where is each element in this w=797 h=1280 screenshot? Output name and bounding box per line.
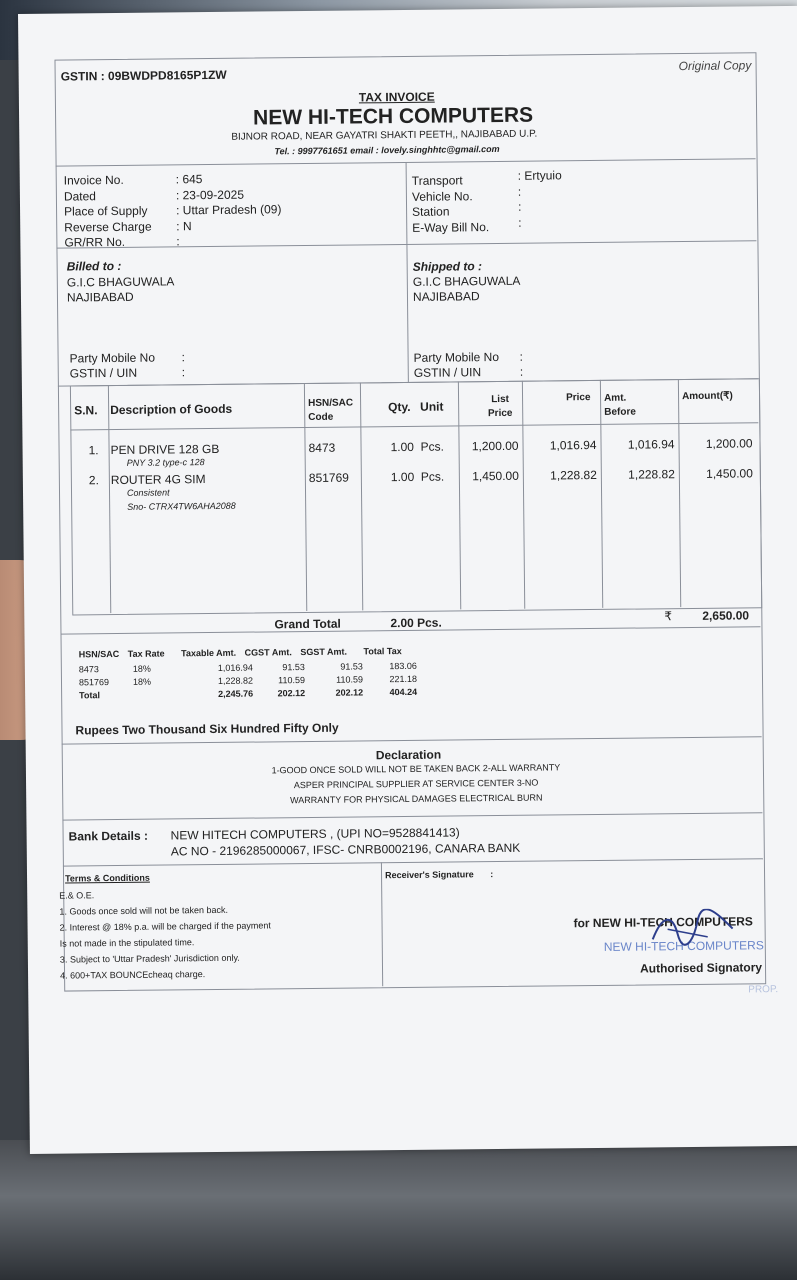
value-eway-bill: : bbox=[518, 215, 522, 230]
cell-sn: 1. bbox=[88, 443, 99, 458]
terms-line: Is not made in the stipulated time. bbox=[59, 937, 195, 949]
shipped-name: G.I.C BHAGUWALA bbox=[412, 273, 521, 289]
label-gr-rr: GR/RR No. bbox=[64, 234, 126, 250]
value-gr-rr: : bbox=[176, 234, 180, 249]
value-station: : bbox=[517, 199, 522, 214]
company-name: NEW HI-TECH COMPUTERS bbox=[252, 103, 534, 130]
declaration-title: Declaration bbox=[375, 747, 442, 763]
grand-total-amount: 2,650.00 bbox=[702, 608, 750, 623]
cell-unit: Pcs. bbox=[420, 439, 444, 454]
transport-values bbox=[518, 168, 563, 230]
label-vehicle-no: Vehicle No. bbox=[411, 188, 473, 204]
terms-line: 3. Subject to 'Uttar Pradesh' Jurisdiction only. bbox=[59, 952, 240, 965]
tax-cell-total: 221.18 bbox=[389, 673, 418, 685]
shipped-gstin-label: GSTIN / UIN bbox=[413, 365, 482, 380]
th-price: Price bbox=[565, 392, 591, 404]
cell-desc: ROUTER 4G SIM bbox=[110, 472, 206, 488]
label-station: Station bbox=[412, 204, 450, 219]
grand-total-label: Grand Total bbox=[274, 616, 341, 632]
th-sn: S.N. bbox=[74, 403, 98, 418]
transport-labels bbox=[412, 173, 490, 236]
cell-qty: 1.00 bbox=[390, 469, 415, 485]
company-contact: Tel. : 9997761651 email : lovely.singhhtc@gmail.com bbox=[274, 143, 500, 157]
amount-in-words: Rupees Two Thousand Six Hundred Fifty Only bbox=[75, 720, 339, 738]
declaration-line: ASPER PRINCIPAL SUPPLIER AT SERVICE CENTER 3-NO bbox=[293, 777, 539, 791]
tax-th-sgst: SGST Amt. bbox=[300, 646, 348, 658]
tax-cell-cgst: 202.12 bbox=[277, 688, 306, 699]
billed-gstin-colon: : bbox=[181, 365, 186, 380]
tax-cell-hsn: Total bbox=[79, 690, 101, 701]
th-amt-before: Amt. Before bbox=[603, 392, 636, 418]
label-reverse-charge: Reverse Charge bbox=[64, 219, 152, 235]
tax-summary-row bbox=[79, 660, 417, 703]
shipped-mobile-label: Party Mobile No bbox=[413, 349, 500, 365]
declaration-text bbox=[256, 760, 576, 808]
tax-th-rate: Tax Rate bbox=[127, 648, 165, 659]
stamp-corner: PROP. bbox=[748, 984, 779, 996]
value-invoice-no: : 645 bbox=[175, 172, 203, 187]
invoice-paper bbox=[18, 6, 797, 1154]
cell-price: 1,228.82 bbox=[550, 467, 597, 483]
signature-scribble bbox=[647, 909, 737, 950]
declaration-line: WARRANTY FOR PHYSICAL DAMAGES ELECTRICAL BURN bbox=[289, 792, 543, 806]
authorised-signatory: Authorised Signatory bbox=[639, 960, 763, 976]
billed-mobile-colon: : bbox=[181, 350, 186, 365]
doc-title: TAX INVOICE bbox=[358, 89, 435, 105]
terms-line: E.& O.E. bbox=[59, 890, 95, 901]
value-reverse-charge: : N bbox=[176, 218, 192, 233]
value-transport: : Ertyuio bbox=[517, 168, 562, 183]
cell-sn: 2. bbox=[88, 473, 99, 488]
company-stamp: NEW HI-TECH COMPUTERS bbox=[603, 938, 764, 954]
shipped-mobile-colon: : bbox=[519, 349, 524, 364]
th-list-price: List Price bbox=[487, 393, 513, 420]
cell-qty: 1.00 bbox=[390, 439, 414, 455]
th-desc: Description of Goods bbox=[110, 401, 233, 418]
cell-desc: PEN DRIVE 128 GB bbox=[110, 441, 220, 458]
bank-line-1: NEW HITECH COMPUTERS , (UPI NO=9528841413) bbox=[170, 825, 460, 843]
tax-cell-hsn: 851769 bbox=[78, 677, 110, 688]
terms-line: 2. Interest @ 18% p.a. will be charged if the payment bbox=[59, 920, 271, 933]
tax-th-hsn: HSN/SAC bbox=[78, 648, 120, 660]
terms-line: 4. 600+TAX BOUNCEcheaq charge. bbox=[60, 969, 206, 981]
background-bottom bbox=[0, 1140, 797, 1280]
bank-line-2: AC NO - 2196285000067, IFSC- CNRB0002196, CANARA BANK bbox=[170, 840, 521, 859]
declaration-line: 1-GOOD ONCE SOLD WILL NOT BE TAKEN BACK 2-ALL WARRANTY bbox=[271, 762, 561, 776]
tax-cell-sgst: 91.53 bbox=[340, 661, 363, 672]
label-eway-bill: E-Way Bill No. bbox=[412, 219, 490, 235]
billed-name: G.I.C BHAGUWALA bbox=[66, 274, 175, 290]
terms-line: 1. Goods once sold will not be taken back. bbox=[59, 904, 229, 917]
cell-before: 1,228.82 bbox=[628, 467, 675, 482]
tax-th-total: Total Tax bbox=[363, 646, 402, 657]
terms-title: Terms & Conditions bbox=[65, 872, 150, 884]
tax-th-taxable: Taxable Amt. bbox=[181, 647, 237, 659]
cell-desc-sub: PNY 3.2 type-c 128 bbox=[126, 457, 205, 468]
gstin-header: GSTIN : 09BWDPD8165P1ZW bbox=[60, 67, 227, 84]
cell-list: 1,450.00 bbox=[472, 468, 519, 484]
receiver-signature-label: Receiver's Signature : bbox=[384, 869, 494, 881]
tax-cell-cgst: 110.59 bbox=[278, 675, 306, 686]
tax-cell-sgst: 202.12 bbox=[335, 687, 364, 698]
rupee-symbol: ₹ bbox=[664, 609, 673, 624]
th-amount: Amount(₹) bbox=[681, 390, 733, 403]
label-invoice-no: Invoice No. bbox=[63, 172, 124, 188]
tax-cell-sgst: 110.59 bbox=[336, 674, 364, 685]
cell-amount: 1,200.00 bbox=[705, 436, 753, 451]
invoice-info-values bbox=[176, 171, 282, 250]
value-place-of-supply: : Uttar Pradesh (09) bbox=[175, 202, 282, 218]
tax-cell-cgst: 91.53 bbox=[282, 662, 305, 673]
cell-hsn: 851769 bbox=[308, 470, 349, 485]
tax-cell-taxable: 1,016.94 bbox=[217, 662, 253, 673]
bank-label: Bank Details : bbox=[68, 828, 149, 844]
th-unit: Unit bbox=[420, 399, 444, 414]
value-vehicle-no: : bbox=[517, 184, 522, 199]
tax-cell-taxable: 2,245.76 bbox=[218, 688, 254, 699]
th-hsn: HSN/SAC Code bbox=[308, 397, 354, 423]
copy-type-label: Original Copy bbox=[678, 58, 752, 74]
tax-cell-rate bbox=[133, 688, 193, 702]
value-dated: : 23-09-2025 bbox=[175, 187, 245, 202]
label-transport: Transport bbox=[411, 173, 463, 188]
invoice-info-labels bbox=[64, 173, 152, 251]
shipped-to-title: Shipped to : bbox=[412, 259, 483, 274]
shipped-city: NAJIBABAD bbox=[412, 289, 480, 304]
cell-unit: Pcs. bbox=[420, 469, 445, 484]
billed-city: NAJIBABAD bbox=[66, 289, 134, 305]
cell-list: 1,200.00 bbox=[471, 438, 519, 454]
billed-gstin-label: GSTIN / UIN bbox=[69, 365, 138, 381]
grand-total-qty: 2.00 Pcs. bbox=[390, 615, 442, 631]
tax-cell-rate: 18% bbox=[132, 676, 152, 687]
tax-th-cgst: CGST Amt. bbox=[244, 647, 292, 658]
terms-list bbox=[59, 885, 271, 983]
for-company-label: for NEW HI-TECH COMPUTERS bbox=[573, 914, 753, 931]
tax-cell-taxable: 1,228.82 bbox=[217, 675, 254, 686]
cell-amount: 1,450.00 bbox=[706, 466, 753, 481]
company-address: BIJNOR ROAD, NEAR GAYATRI SHAKTI PEETH,, NAJIBABAD U.P. bbox=[231, 128, 538, 143]
tax-cell-hsn: 8473 bbox=[78, 664, 99, 675]
tax-cell-total: 183.06 bbox=[389, 660, 417, 672]
cell-desc-sub: Consistent bbox=[126, 487, 170, 498]
billed-to-title: Billed to : bbox=[66, 258, 122, 274]
label-dated: Dated bbox=[63, 188, 97, 204]
cell-price: 1,016.94 bbox=[549, 437, 597, 453]
th-qty: Qty. bbox=[388, 399, 411, 415]
cell-desc-sub2: Sno- CTRX4TW6AHA2088 bbox=[127, 500, 236, 512]
shipped-gstin-colon: : bbox=[519, 364, 524, 379]
label-place-of-supply: Place of Supply bbox=[63, 203, 148, 219]
cell-hsn: 8473 bbox=[308, 440, 336, 455]
tax-cell-total: 404.24 bbox=[389, 686, 418, 698]
tax-cell-rate: 18% bbox=[132, 663, 151, 674]
cell-before: 1,016.94 bbox=[627, 437, 675, 452]
billed-mobile-label: Party Mobile No bbox=[69, 350, 156, 366]
